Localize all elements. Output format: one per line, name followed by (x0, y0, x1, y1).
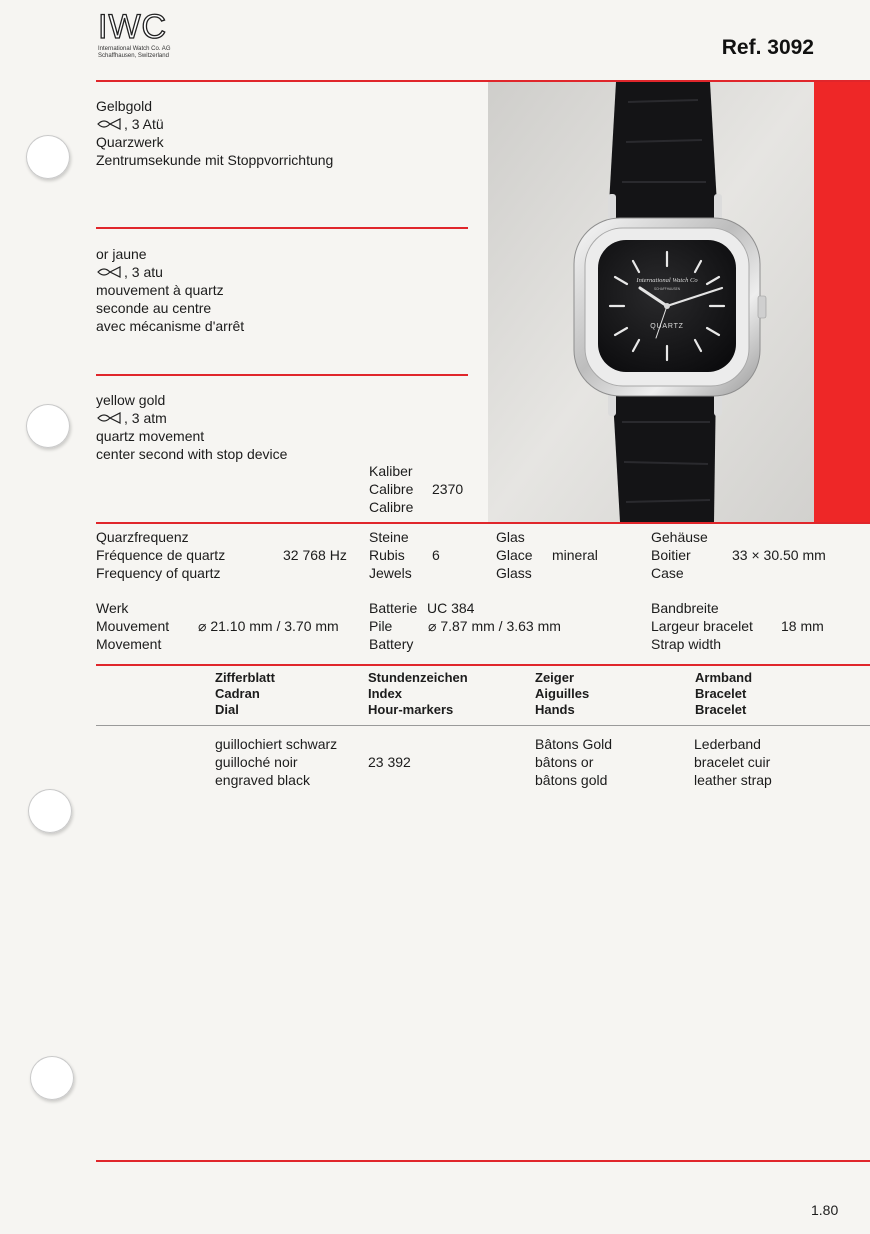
calibre-label-fr: Calibre (369, 481, 414, 497)
battery-label-de: Batterie (369, 600, 418, 616)
english-line-2-text: , 3 atm (124, 410, 167, 426)
english-line-2 (96, 409, 287, 427)
table-row-hands (535, 735, 612, 789)
glass-value: mineral (552, 547, 598, 563)
movement-label-fr: Mouvement (96, 618, 170, 634)
calibre-label-en: Calibre (369, 499, 414, 515)
header-dial-en: Dial (215, 702, 239, 717)
calibre-label-de: Kaliber (369, 463, 413, 479)
table-row-dial (215, 735, 337, 789)
german-line-4: Zentrumsekunde mit Stoppvorrichtung (96, 152, 334, 168)
movement-labels (96, 599, 169, 653)
row-dial-fr: guilloché noir (215, 754, 298, 770)
french-line-5: avec mécanisme d'arrêt (96, 318, 245, 334)
jewels-labels (369, 528, 412, 582)
frequency-value: 32 768 Hz (283, 547, 347, 563)
header-dial-de: Zifferblatt (215, 670, 275, 685)
strap-width-label-de: Bandbreite (651, 600, 719, 616)
battery-label-fr: Pile (369, 618, 393, 634)
german-line-2 (96, 115, 333, 133)
dial-subline: SCHAFFHAUSEN (653, 287, 681, 291)
english-description (96, 391, 287, 463)
german-line-3: Quarzwerk (96, 134, 164, 150)
row-strap-fr: bracelet cuir (694, 754, 771, 770)
header-dial-fr: Cadran (215, 686, 260, 701)
header-hands-de: Zeiger (535, 670, 575, 685)
table-top-rule (96, 664, 870, 666)
row-dial-en: engraved black (215, 772, 310, 788)
german-line-2-text: , 3 Atü (124, 116, 164, 132)
strap-width-labels (651, 599, 753, 653)
header-strap-de: Armband (695, 670, 753, 685)
table-row-index: 23 392 (368, 754, 411, 770)
frequency-label-en: Frequency of quartz (96, 565, 221, 581)
binder-hole-3 (28, 789, 72, 833)
calibre-value: 2370 (432, 481, 464, 497)
glass-labels (496, 528, 533, 582)
row-strap-de: Lederband (694, 736, 761, 752)
german-line-1: Gelbgold (96, 98, 153, 114)
specs-top-rule (96, 522, 870, 524)
movement-label-en: Movement (96, 636, 162, 652)
divider-french (96, 374, 468, 376)
strap-width-label-en: Strap width (651, 636, 722, 652)
english-line-4: center second with stop device (96, 446, 288, 462)
row-hands-fr: bâtons or (535, 754, 594, 770)
english-line-3: quartz movement (96, 428, 205, 444)
english-line-1: yellow gold (96, 392, 166, 408)
case-labels (651, 528, 708, 582)
row-hands-de: Bâtons Gold (535, 736, 613, 752)
case-label-en: Case (651, 565, 684, 581)
red-accent-band (814, 82, 870, 522)
watch-photo (488, 82, 814, 522)
jewels-label-de: Steine (369, 529, 409, 545)
water-resistance-icon (96, 412, 124, 424)
binder-hole-1 (26, 135, 70, 179)
row-strap-en: leather strap (694, 772, 772, 788)
jewels-label-en: Jewels (369, 565, 412, 581)
glass-label-en: Glass (496, 565, 532, 581)
header-index-en: Hour-markers (368, 702, 454, 717)
row-dial-de: guillochiert schwarz (215, 736, 338, 752)
page-number: 1.80 (811, 1202, 839, 1218)
battery-labels (369, 599, 417, 653)
french-line-3: mouvement à quartz (96, 282, 224, 298)
header-index-de: Stundenzeichen (368, 670, 468, 685)
watch-illustration (488, 82, 814, 522)
case-value: 33 × 30.50 mm (732, 547, 826, 563)
header-dial (215, 670, 275, 718)
header-index-fr: Index (368, 686, 402, 701)
logo-company-line-2: Schaffhausen, Switzerland (98, 53, 169, 59)
logo-wordmark: IWC (98, 8, 168, 46)
header-strap-en: Bracelet (695, 702, 747, 717)
binder-hole-2 (26, 404, 70, 448)
jewels-label-fr: Rubis (369, 547, 405, 563)
glass-label-fr: Glace (496, 547, 533, 563)
header-hands-en: Hands (535, 702, 575, 717)
header-strap-fr: Bracelet (695, 686, 747, 701)
divider-german (96, 227, 468, 229)
table-row-strap (694, 735, 772, 789)
strap-width-label-fr: Largeur bracelet (651, 618, 753, 634)
frequency-labels (96, 528, 225, 582)
french-line-1: or jaune (96, 246, 147, 262)
case-label-de: Gehäuse (651, 529, 708, 545)
header-index (368, 670, 468, 718)
strap-width-value: 18 mm (781, 618, 824, 634)
header-hands-fr: Aiguilles (535, 686, 590, 701)
water-resistance-icon (96, 266, 124, 278)
french-line-2 (96, 263, 244, 281)
reference-number: Ref. 3092 (721, 36, 814, 59)
table-header-rule (96, 725, 870, 726)
battery-value: ⌀ 7.87 mm / 3.63 mm (428, 618, 561, 634)
water-resistance-icon (96, 118, 124, 130)
battery-model: UC 384 (427, 600, 475, 616)
row-hands-en: bâtons gold (535, 772, 608, 788)
binder-hole-4 (30, 1056, 74, 1100)
jewels-value: 6 (432, 547, 440, 563)
dial-quartz-label: QUARTZ (650, 323, 684, 330)
logo-company-line-1: International Watch Co. AG (98, 46, 171, 52)
frequency-label-de: Quarzfrequenz (96, 529, 189, 545)
french-description (96, 245, 244, 335)
bottom-rule (96, 1160, 870, 1162)
iwc-logo (98, 10, 190, 60)
dial-signature: International Watch Co (636, 277, 698, 284)
glass-label-de: Glas (496, 529, 525, 545)
calibre-labels (369, 462, 413, 516)
french-line-2-text: , 3 atu (124, 264, 163, 280)
german-description (96, 97, 333, 169)
header-strap (695, 670, 752, 718)
battery-label-en: Battery (369, 636, 414, 652)
french-line-4: seconde au centre (96, 300, 212, 316)
header-hands (535, 670, 589, 718)
case-label-fr: Boitier (651, 547, 691, 563)
frequency-label-fr: Fréquence de quartz (96, 547, 226, 563)
movement-value: ⌀ 21.10 mm / 3.70 mm (198, 618, 339, 634)
movement-label-de: Werk (96, 600, 129, 616)
